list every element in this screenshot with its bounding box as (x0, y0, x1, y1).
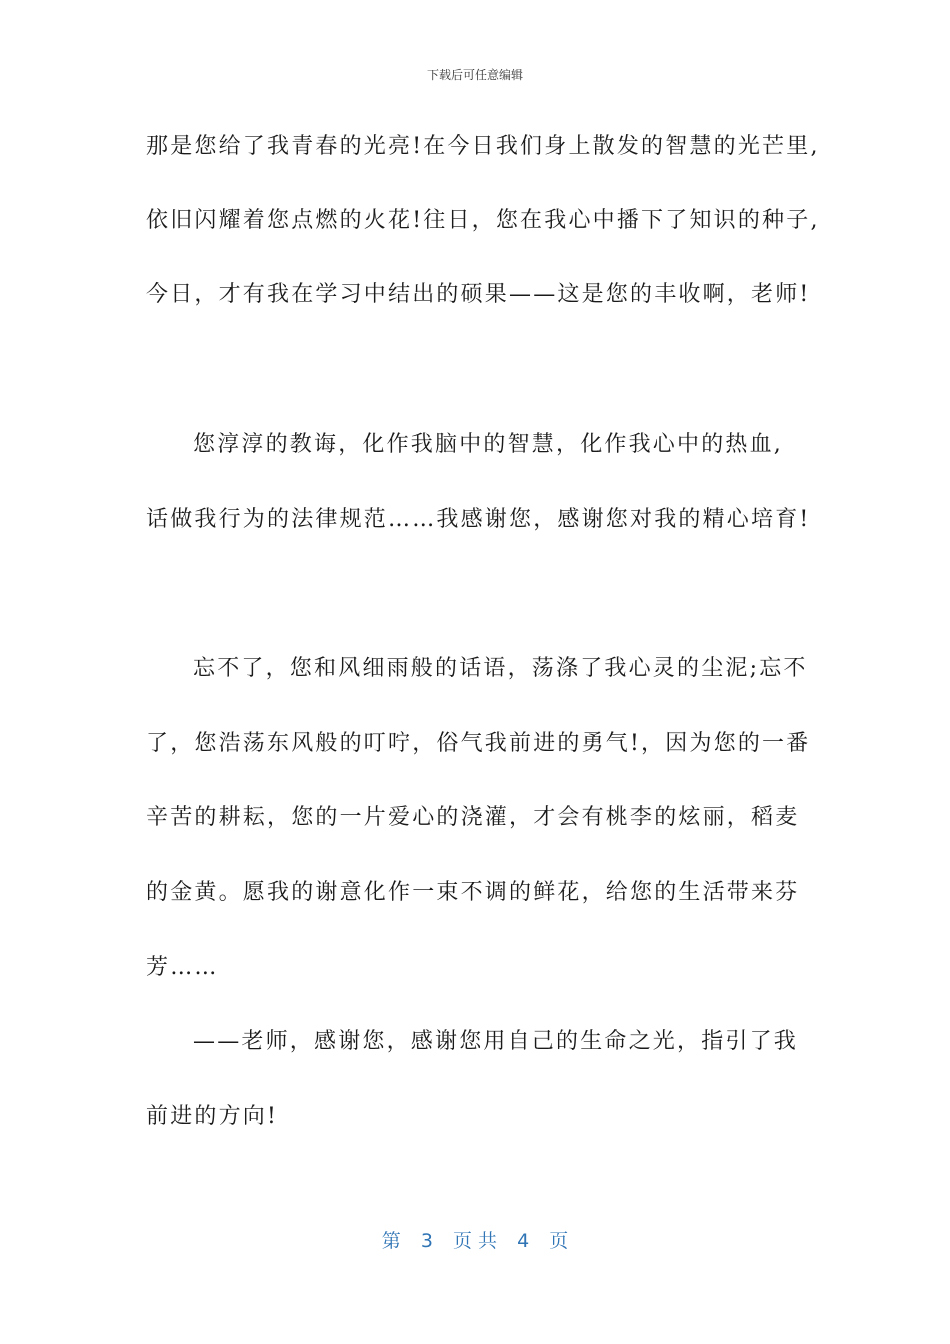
body-line: 了，您浩荡东风般的叮咛，俗气我前进的勇气!，因为您的一番 (146, 731, 811, 756)
footer-label-total: 页 共 (452, 1230, 498, 1252)
body-line: 您淳淳的教诲，化作我脑中的智慧，化作我心中的热血, (193, 432, 783, 457)
body-line: 前进的方向! (146, 1104, 279, 1129)
footer-label-page: 第 (381, 1230, 401, 1252)
body-line: 依旧闪耀着您点燃的火花!往日，您在我心中播下了知识的种子, (146, 208, 820, 233)
footer-total-pages: 4 (517, 1230, 530, 1252)
footer-current-page: 3 (420, 1230, 433, 1252)
body-line: 话做我行为的法律规范……我感谢您，感谢您对我的精心培育! (146, 507, 811, 532)
page-footer (0, 1226, 950, 1253)
body-line: 辛苦的耕耘，您的一片爱心的浇灌，才会有桃李的炫丽，稻麦 (146, 805, 800, 830)
body-line: 忘不了，您和风细雨般的话语，荡涤了我心灵的尘泥;忘不 (193, 656, 808, 681)
body-line: 芳…… (146, 955, 219, 980)
body-line: 那是您给了我青春的光亮!在今日我们身上散发的智慧的光芒里, (146, 134, 820, 159)
header-note: 下载后可任意编辑 (426, 68, 523, 82)
footer-label-end: 页 (549, 1230, 569, 1252)
body-line: ——老师，感谢您，感谢您用自己的生命之光，指引了我 (193, 1029, 799, 1054)
body-line: 今日，才有我在学习中结出的硕果——这是您的丰收啊，老师! (146, 282, 811, 307)
body-line: 的金黄。愿我的谢意化作一束不调的鲜花，给您的生活带来芬 (146, 880, 800, 905)
